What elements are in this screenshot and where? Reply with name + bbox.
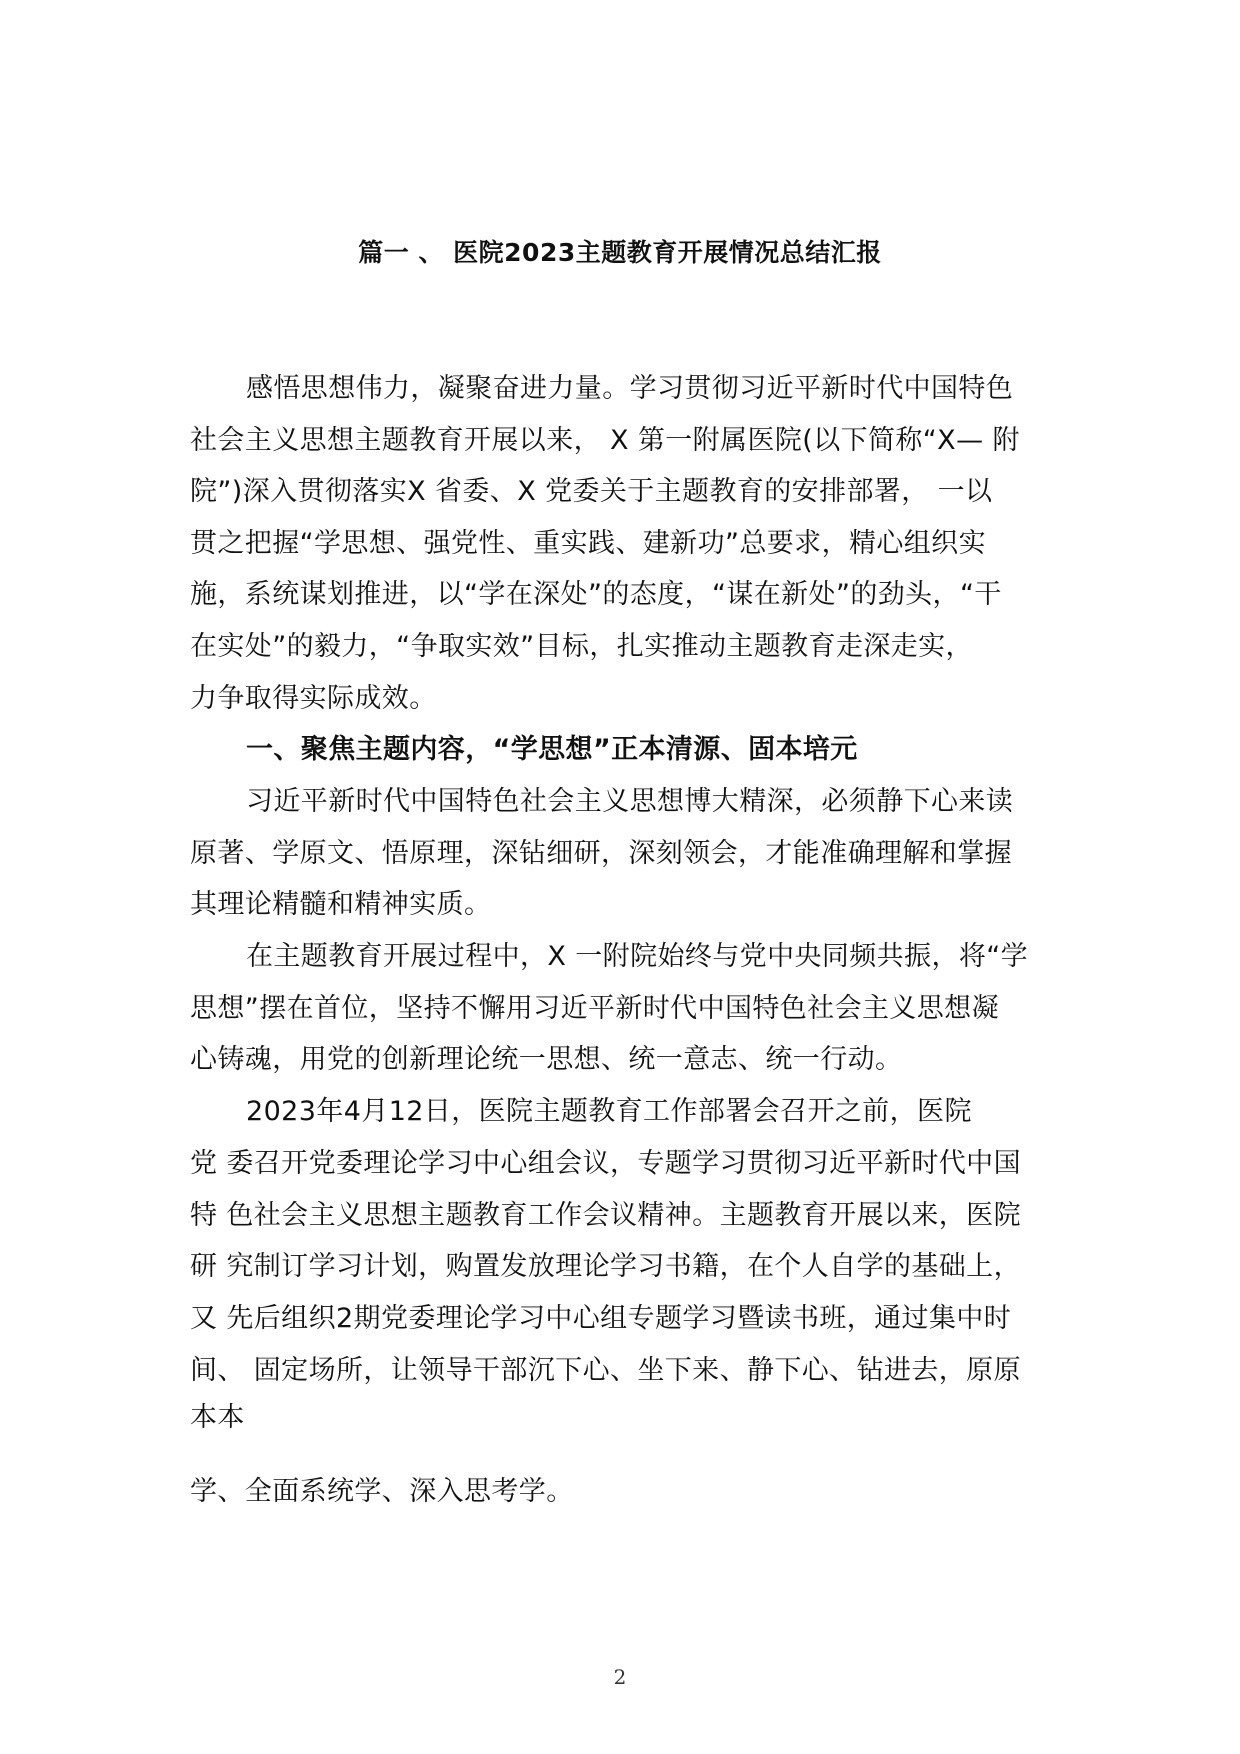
section-heading: 一、聚焦主题内容，“学思想”正本清源、固本培元: [246, 734, 858, 765]
paragraph-line: 感悟思想伟力，凝聚奋进力量。学习贯彻习近平新时代中国特色: [246, 373, 1014, 404]
paragraph-line: 本本: [190, 1402, 245, 1433]
paragraph-line: 心铸魂，用党的创新理论统一思想、统一意志、统一行动。: [190, 1044, 903, 1075]
paragraph-line: 2023年4月12日，医院主题教育工作部署会召开之前，医院: [246, 1096, 972, 1127]
paragraph-line: 在主题教育开展过程中，X 一附院始终与党中央同频共振，将“学: [246, 941, 1029, 972]
paragraph-line: 力争取得实际成效。: [190, 683, 437, 714]
paragraph-line: 在实处”的毅力，“争取实效”目标，扎实推动主题教育走深走实，: [190, 631, 973, 662]
page-number: 2: [613, 1665, 627, 1689]
paragraph-line: 习近平新时代中国特色社会主义思想博大精深，必须静下心来读: [246, 786, 1014, 817]
paragraph-line: 特 色社会主义思想主题教育工作会议精神。主题教育开展以来，医院: [190, 1200, 1021, 1231]
paragraph-line: 思想”摆在首位，坚持不懈用习近平新时代中国特色社会主义思想凝: [190, 993, 999, 1024]
paragraph-line: 又 先后组织2期党委理论学习中心组专题学习暨读书班，通过集中时: [190, 1303, 1012, 1334]
paragraph-line: 研 究制订学习计划，购置发放理论学习书籍，在个人自学的基础上，: [190, 1251, 1021, 1282]
paragraph-line: 施，系统谋划推进，以“学在深处”的态度，“谋在新处”的劲头，“干: [190, 579, 1002, 610]
paragraph-line: 贯之把握“学思想、强党性、重实践、建新功”总要求，精心组织实: [190, 528, 986, 559]
paragraph-line: 院”)深入贯彻落实X 省委、X 党委关于主题教育的安排部署， 一以: [190, 476, 993, 507]
paragraph-line: 学、全面系统学、深入思考学。: [190, 1476, 574, 1507]
paragraph-line: 党 委召开党委理论学习中心组会议，专题学习贯彻习近平新时代中国: [190, 1148, 1021, 1179]
paragraph-line: 原著、学原文、悟原理，深钻细研，深刻领会，才能准确理解和掌握: [190, 838, 1012, 869]
paragraph-line: 其理论精髓和精神实质。: [190, 889, 492, 920]
document-title: 篇一 、 医院2023主题教育开展情况总结汇报: [358, 238, 882, 267]
paragraph-line: 社会主义思想主题教育开展以来， X 第一附属医院(以下简称“X— 附: [190, 425, 1020, 456]
paragraph-line: 间、 固定场所，让领导干部沉下心、坐下来、静下心、钻进去，原原: [190, 1355, 1021, 1386]
